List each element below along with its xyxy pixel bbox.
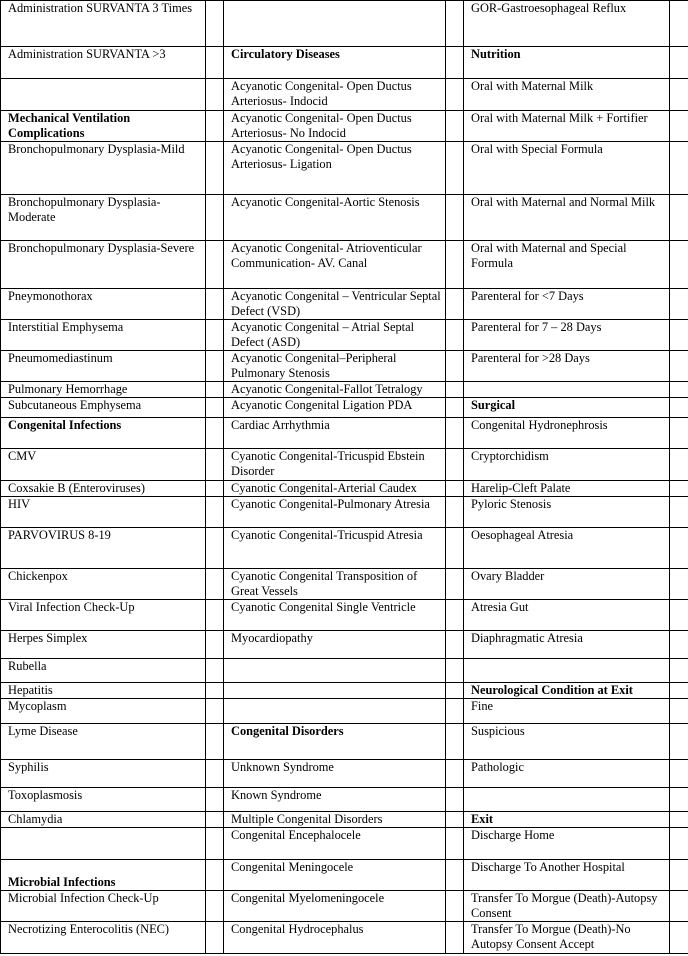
table-cell-spacer xyxy=(670,449,688,481)
table-cell-c3: Acyanotic Congenital–Peripheral Pulmonary Stenosis xyxy=(224,351,446,382)
table-row xyxy=(1,382,688,398)
table-cell-spacer xyxy=(446,351,464,382)
table-cell-spacer xyxy=(446,922,464,954)
table-cell-c1: Administration SURVANTA 3 Times xyxy=(1,1,206,47)
table-cell-spacer xyxy=(206,449,224,481)
table-row xyxy=(1,320,688,351)
table-cell-c1: Syphilis xyxy=(1,760,206,788)
table-row xyxy=(1,631,688,659)
table-cell-c3: Cyanotic Congenital-Pulmonary Atresia xyxy=(224,497,446,528)
table-row xyxy=(1,47,688,79)
table-cell-spacer xyxy=(446,760,464,788)
table-cell-spacer xyxy=(446,1,464,47)
table-cell-spacer xyxy=(206,724,224,760)
table-row xyxy=(1,351,688,382)
table-cell-spacer xyxy=(206,860,224,891)
table-cell-spacer xyxy=(446,418,464,449)
table-cell-spacer xyxy=(206,79,224,111)
table-cell-c5 xyxy=(464,659,670,683)
table-row xyxy=(1,398,688,418)
table-cell-spacer xyxy=(670,788,688,812)
table-cell-c5: Parenteral for <7 Days xyxy=(464,289,670,320)
table-cell-c5: Oral with Special Formula xyxy=(464,142,670,195)
table-cell-c3: Congenital Encephalocele xyxy=(224,828,446,860)
table-cell-c5: Pathologic xyxy=(464,760,670,788)
table-cell-c1: Necrotizing Enterocolitis (NEC) xyxy=(1,922,206,954)
table-cell-spacer xyxy=(446,528,464,569)
table-cell-c3: Acyanotic Congenital Ligation PDA xyxy=(224,398,446,418)
table-row xyxy=(1,569,688,600)
table-cell-c5: Oral with Maternal and Normal Milk xyxy=(464,195,670,241)
table-cell-spacer xyxy=(206,241,224,289)
table-cell-spacer xyxy=(670,891,688,922)
table-cell-c3: Cyanotic Congenital Single Ventricle xyxy=(224,600,446,631)
table-cell-spacer xyxy=(206,1,224,47)
table-cell-spacer xyxy=(446,289,464,320)
table-cell-spacer xyxy=(446,659,464,683)
table-cell-spacer xyxy=(206,382,224,398)
table-cell-spacer xyxy=(446,382,464,398)
table-row xyxy=(1,1,688,47)
table-cell-c5: Oral with Maternal Milk xyxy=(464,79,670,111)
table-cell-c1: Interstitial Emphysema xyxy=(1,320,206,351)
table-cell-spacer xyxy=(206,289,224,320)
table-cell-spacer xyxy=(670,320,688,351)
table-cell-spacer xyxy=(670,111,688,142)
table-cell-c3: Cyanotic Congenital-Tricuspid Ebstein Disorder xyxy=(224,449,446,481)
table-cell-c5 xyxy=(464,788,670,812)
table-cell-spacer xyxy=(206,788,224,812)
table-cell-c3: Acyanotic Congenital- Open Ductus Arteriosus- Indocid xyxy=(224,79,446,111)
table-cell-c5: Neurological Condition at Exit xyxy=(464,683,670,699)
table-cell-c3: Congenital Myelomeningocele xyxy=(224,891,446,922)
table-cell-c5: Diaphragmatic Atresia xyxy=(464,631,670,659)
table-cell-spacer xyxy=(446,891,464,922)
table-cell-c1: Coxsakie B (Enteroviruses) xyxy=(1,481,206,497)
table-cell-spacer xyxy=(446,47,464,79)
table-cell-spacer xyxy=(670,47,688,79)
table-cell-c5: Discharge To Another Hospital xyxy=(464,860,670,891)
table-cell-c5: Atresia Gut xyxy=(464,600,670,631)
table-cell-c1: HIV xyxy=(1,497,206,528)
table-cell-spacer xyxy=(670,497,688,528)
table-cell-spacer xyxy=(206,111,224,142)
table-cell-c3 xyxy=(224,659,446,683)
table-cell-spacer xyxy=(670,724,688,760)
table-cell-c5: Fine xyxy=(464,699,670,724)
table-cell-spacer xyxy=(670,142,688,195)
table-cell-spacer xyxy=(206,569,224,600)
table-cell-spacer xyxy=(446,320,464,351)
table-cell-c3: Congenital Hydrocephalus xyxy=(224,922,446,954)
table-cell-c5: Surgical xyxy=(464,398,670,418)
table-cell-spacer xyxy=(206,760,224,788)
table-cell-c5: Exit xyxy=(464,812,670,828)
table-row xyxy=(1,418,688,449)
table-cell-c3: Cyanotic Congenital-Tricuspid Atresia xyxy=(224,528,446,569)
table-cell-c3: Cardiac Arrhythmia xyxy=(224,418,446,449)
table-cell-spacer xyxy=(206,142,224,195)
table-cell-spacer xyxy=(670,828,688,860)
table-cell-spacer xyxy=(446,631,464,659)
table-row xyxy=(1,683,688,699)
table-cell-spacer xyxy=(670,528,688,569)
table-row xyxy=(1,891,688,922)
table-cell-c1: Chickenpox xyxy=(1,569,206,600)
table-cell-spacer xyxy=(670,683,688,699)
table-cell-c3 xyxy=(224,699,446,724)
table-cell-spacer xyxy=(670,600,688,631)
table-cell-c5: Harelip-Cleft Palate xyxy=(464,481,670,497)
table-cell-spacer xyxy=(670,418,688,449)
table-row xyxy=(1,481,688,497)
table-cell-c3: Congenital Disorders xyxy=(224,724,446,760)
table-cell-spacer xyxy=(206,320,224,351)
table-cell-c3: Unknown Syndrome xyxy=(224,760,446,788)
table-cell-c5: Cryptorchidism xyxy=(464,449,670,481)
table-cell-spacer xyxy=(670,860,688,891)
table-cell-spacer xyxy=(670,382,688,398)
table-cell-spacer xyxy=(446,142,464,195)
table-cell-c1: Bronchopulmonary Dysplasia-Mild xyxy=(1,142,206,195)
table-cell-c3: Acyanotic Congenital- Atrioventicular Communication- AV. Canal xyxy=(224,241,446,289)
table-cell-spacer xyxy=(446,111,464,142)
table-cell-spacer xyxy=(670,659,688,683)
table-cell-spacer xyxy=(670,699,688,724)
table-cell-spacer xyxy=(206,47,224,79)
table-cell-c1: Pulmonary Hemorrhage xyxy=(1,382,206,398)
table-cell-spacer xyxy=(446,481,464,497)
table-row xyxy=(1,699,688,724)
table-cell-c1: Bronchopulmonary Dysplasia-Moderate xyxy=(1,195,206,241)
table-cell-spacer xyxy=(206,398,224,418)
table-cell-c1: Viral Infection Check-Up xyxy=(1,600,206,631)
table-cell-c3 xyxy=(224,683,446,699)
table-cell-spacer xyxy=(206,812,224,828)
table-cell-spacer xyxy=(670,1,688,47)
table-cell-c1: Congenital Infections xyxy=(1,418,206,449)
table-row xyxy=(1,497,688,528)
table-cell-c3: Acyanotic Congenital – Atrial Septal Defect (ASD) xyxy=(224,320,446,351)
table-cell-spacer xyxy=(670,289,688,320)
table-row xyxy=(1,111,688,142)
table-cell-c1: Pneumomediastinum xyxy=(1,351,206,382)
table-cell-c5: Parenteral for 7 – 28 Days xyxy=(464,320,670,351)
table-cell-c1: Administration SURVANTA >3 xyxy=(1,47,206,79)
table-cell-c3: Acyanotic Congenital – Ventricular Septal Defect (VSD) xyxy=(224,289,446,320)
table-row xyxy=(1,195,688,241)
table-row xyxy=(1,828,688,860)
table-row xyxy=(1,812,688,828)
table-cell-spacer xyxy=(206,699,224,724)
table-row xyxy=(1,142,688,195)
table-cell-c5: Transfer To Morgue (Death)-No Autopsy Consent Accept xyxy=(464,922,670,954)
table-cell-spacer xyxy=(670,351,688,382)
table-cell-spacer xyxy=(206,351,224,382)
table-cell-c3: Congenital Meningocele xyxy=(224,860,446,891)
table-cell-c1: Mechanical Ventilation Complications xyxy=(1,111,206,142)
table-cell-spacer xyxy=(446,860,464,891)
table-cell-c1: PARVOVIRUS 8-19 xyxy=(1,528,206,569)
table-row xyxy=(1,724,688,760)
table-cell-c1: Toxoplasmosis xyxy=(1,788,206,812)
table-cell-spacer xyxy=(446,449,464,481)
table-cell-c1: CMV xyxy=(1,449,206,481)
table-cell-c5: Oral with Maternal and Special Formula xyxy=(464,241,670,289)
table-cell-spacer xyxy=(670,398,688,418)
table-cell-c3: Multiple Congenital Disorders xyxy=(224,812,446,828)
table-cell-spacer xyxy=(206,922,224,954)
table-cell-spacer xyxy=(670,812,688,828)
table-row xyxy=(1,289,688,320)
table-cell-c1: Hepatitis xyxy=(1,683,206,699)
table-cell-spacer xyxy=(206,659,224,683)
table-cell-spacer xyxy=(446,828,464,860)
table-cell-c5: Parenteral for >28 Days xyxy=(464,351,670,382)
table-cell-c3: Acyanotic Congenital- Open Ductus Arteriosus- Ligation xyxy=(224,142,446,195)
table-cell-spacer xyxy=(206,631,224,659)
table-cell-c1: Subcutaneous Emphysema xyxy=(1,398,206,418)
table-cell-spacer xyxy=(446,398,464,418)
table-cell-c3: Myocardiopathy xyxy=(224,631,446,659)
table-row xyxy=(1,860,688,891)
table-cell-spacer xyxy=(206,891,224,922)
table-cell-spacer xyxy=(206,528,224,569)
table-row xyxy=(1,241,688,289)
table-row xyxy=(1,528,688,569)
table-cell-c3: Acyanotic Congenital-Aortic Stenosis xyxy=(224,195,446,241)
table-row xyxy=(1,449,688,481)
table-cell-spacer xyxy=(670,569,688,600)
table-cell-c5: Nutrition xyxy=(464,47,670,79)
table-cell-c1: Pneymonothorax xyxy=(1,289,206,320)
table-cell-spacer xyxy=(446,79,464,111)
table-cell-spacer xyxy=(206,195,224,241)
table-cell-c1: Lyme Disease xyxy=(1,724,206,760)
table-cell-spacer xyxy=(446,699,464,724)
table-cell-c5: Suspicious xyxy=(464,724,670,760)
table-cell-c1: Herpes Simplex xyxy=(1,631,206,659)
table-cell-c5 xyxy=(464,382,670,398)
table-cell-c3: Known Syndrome xyxy=(224,788,446,812)
table-cell-spacer xyxy=(446,569,464,600)
table-cell-c1: Microbial Infection Check-Up xyxy=(1,891,206,922)
table-cell-spacer xyxy=(670,79,688,111)
table-row xyxy=(1,922,688,954)
table-cell-spacer xyxy=(206,481,224,497)
table-cell-spacer xyxy=(670,631,688,659)
table-row xyxy=(1,600,688,631)
table-cell-spacer xyxy=(670,195,688,241)
table-cell-spacer xyxy=(206,683,224,699)
table-cell-c3 xyxy=(224,1,446,47)
table-cell-c1 xyxy=(1,828,206,860)
table-cell-spacer xyxy=(446,241,464,289)
table-cell-c1 xyxy=(1,79,206,111)
table-cell-spacer xyxy=(206,828,224,860)
table-cell-c3: Circulatory Diseases xyxy=(224,47,446,79)
table-cell-spacer xyxy=(206,418,224,449)
table-cell-c5: Transfer To Morgue (Death)-Autopsy Consent xyxy=(464,891,670,922)
table-row xyxy=(1,79,688,111)
table-row xyxy=(1,659,688,683)
table-cell-c5: Pyloric Stenosis xyxy=(464,497,670,528)
table-cell-spacer xyxy=(670,481,688,497)
table-cell-c5: Ovary Bladder xyxy=(464,569,670,600)
table-cell-c5: Oesophageal Atresia xyxy=(464,528,670,569)
table-row xyxy=(1,760,688,788)
table-cell-c5: Congenital Hydronephrosis xyxy=(464,418,670,449)
table-cell-c3: Cyanotic Congenital-Arterial Caudex xyxy=(224,481,446,497)
table-cell-c3: Acyanotic Congenital- Open Ductus Arteriosus- No Indocid xyxy=(224,111,446,142)
table-cell-spacer xyxy=(446,497,464,528)
table-cell-c5: Discharge Home xyxy=(464,828,670,860)
table-cell-spacer xyxy=(446,683,464,699)
table-cell-c3: Acyanotic Congenital-Fallot Tetralogy xyxy=(224,382,446,398)
table-body xyxy=(1,1,688,954)
table-cell-spacer xyxy=(446,724,464,760)
table-cell-spacer xyxy=(446,195,464,241)
table-cell-c1: Chlamydia xyxy=(1,812,206,828)
table-cell-c3: Cyanotic Congenital Transposition of Great Vessels xyxy=(224,569,446,600)
table-cell-c1: Mycoplasm xyxy=(1,699,206,724)
table-row xyxy=(1,788,688,812)
table-cell-spacer xyxy=(206,497,224,528)
table-cell-spacer xyxy=(446,600,464,631)
table-cell-c5: Oral with Maternal Milk + Fortifier xyxy=(464,111,670,142)
table-cell-spacer xyxy=(446,788,464,812)
table-cell-c1: Microbial Infections xyxy=(1,860,206,891)
table-cell-c1: Rubella xyxy=(1,659,206,683)
table-cell-spacer xyxy=(670,922,688,954)
table-cell-spacer xyxy=(670,241,688,289)
table-cell-spacer xyxy=(670,760,688,788)
table-cell-c5: GOR-Gastroesophageal Reflux xyxy=(464,1,670,47)
table-cell-spacer xyxy=(446,812,464,828)
table-cell-spacer xyxy=(206,600,224,631)
table-cell-c1: Bronchopulmonary Dysplasia-Severe xyxy=(1,241,206,289)
